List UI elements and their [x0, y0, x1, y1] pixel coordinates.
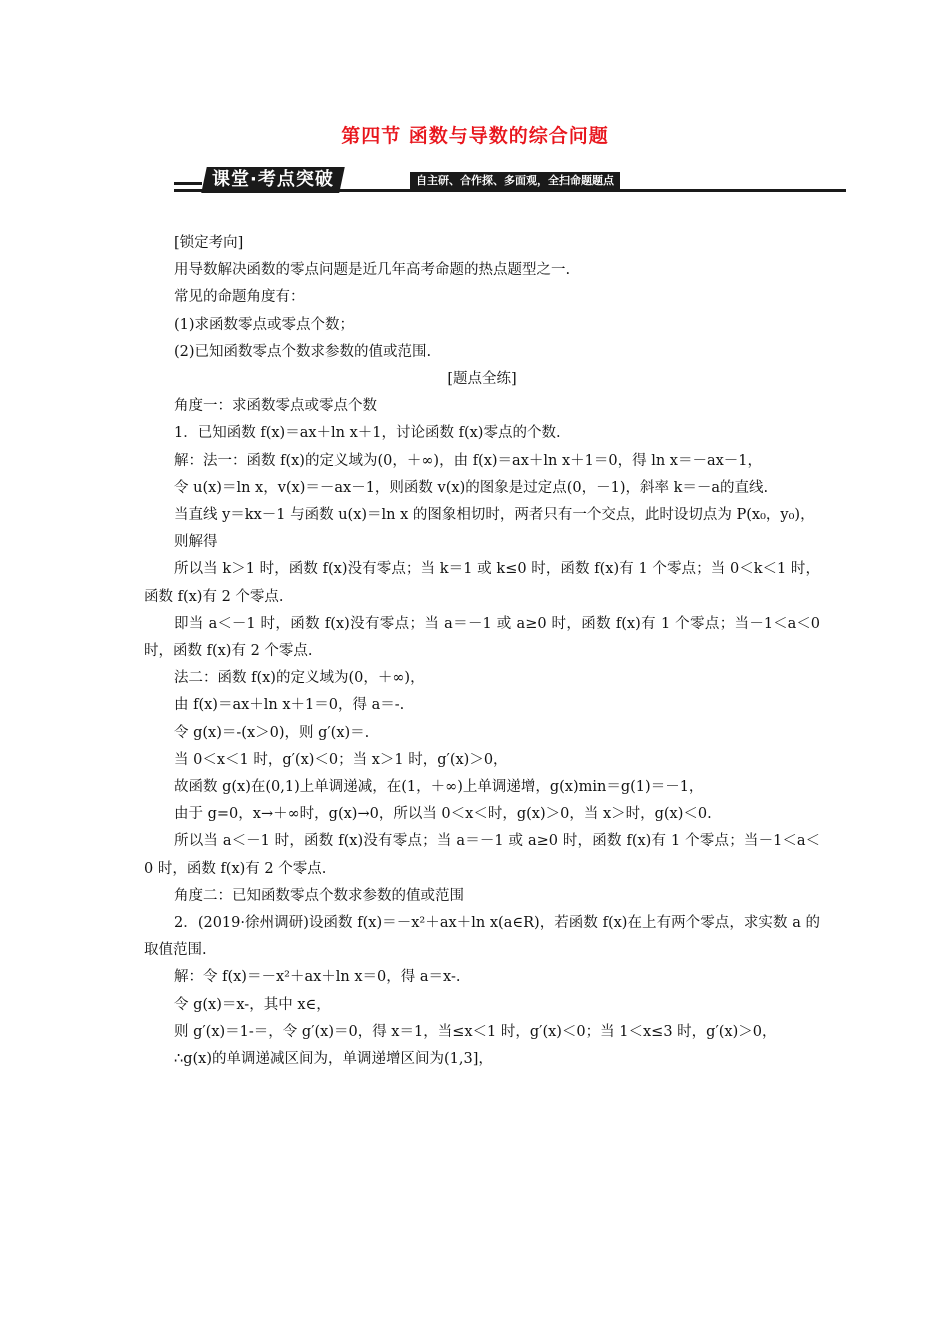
problem-2: 2．(2019·徐州调研)设函数 f(x)＝－x²＋ax＋ln x(a∈R)，若函数 f(x)在上有两个零点，求实数 a 的取值范围.: [144, 915, 820, 959]
paragraph: 当 0＜x＜1 时，g′(x)＜0；当 x＞1 时，g′(x)＞0，: [174, 751, 508, 768]
problem-1: 1．已知函数 f(x)＝ax＋ln x＋1，讨论函数 f(x)零点的个数.: [174, 425, 561, 442]
paragraph: 令 u(x)＝ln x，v(x)＝－ax－1，则函数 v(x)的图象是过定点(0，－1)，斜率 k＝－a的直线.: [174, 479, 769, 496]
focus-heading: [锁定考向]: [174, 235, 244, 251]
paragraph: 当直线 y＝kx－1 与函数 u(x)＝ln x 的图象相切时，两者只有一个交点，此时设切点为 P(x₀，y₀)，: [174, 507, 815, 524]
paragraph: 令 g(x)＝-(x＞0)，则 g′(x)＝.: [174, 724, 370, 741]
body-text: [144, 230, 820, 1073]
paragraph: 所以当 a＜－1 时，函数 f(x)没有零点；当 a＝－1 或 a≥0 时，函数 f(x)有 1 个零点；当－1＜a＜0 时，函数 f(x)有 2 个零点.: [144, 833, 820, 877]
banner-rule-left: [174, 182, 202, 185]
paragraph: 法二：函数 f(x)的定义域为(0，＋∞)，: [174, 670, 425, 687]
paragraph: 所以当 k＞1 时，函数 f(x)没有零点；当 k＝1 或 k≤0 时，函数 f(x)有 1 个零点；当 0＜k＜1 时，函数 f(x)有 2 个零点.: [144, 561, 820, 605]
paragraph: 故函数 g(x)在(0,1)上单调递减，在(1，＋∞)上单调递增，g(x)min＝g(1)＝－1，: [174, 779, 704, 796]
angle-heading: 角度一：求函数零点或零点个数: [174, 398, 377, 415]
banner-sub-label: 自主研、合作探、多面观，全扫命题题点: [410, 172, 620, 189]
angle-heading: 角度二：已知函数零点个数求参数的值或范围: [174, 887, 464, 904]
paragraph: 解：法一：函数 f(x)的定义域为(0，＋∞)，由 f(x)＝ax＋ln x＋1＝0，得 ln x＝－ax－1，: [174, 452, 763, 469]
paragraph: (1)求函数零点或零点个数；: [174, 316, 355, 333]
section-banner: [174, 167, 846, 195]
paragraph: (2)已知函数零点个数求参数的值或范围.: [174, 343, 432, 360]
paragraph: 则解得: [174, 534, 218, 551]
paragraph: 由 f(x)＝ax＋ln x＋1＝0，得 a＝-.: [174, 697, 405, 714]
section-title: 第四节 函数与导数的综合问题: [341, 125, 609, 147]
banner-main-label: 课堂·考点突破: [201, 167, 344, 193]
paragraph: 则 g′(x)＝1-＝，令 g′(x)＝0，得 x＝1，当≤x＜1 时，g′(x)＜0；当 1＜x≤3 时，g′(x)＞0，: [174, 1023, 777, 1040]
paragraph: 解：令 f(x)＝－x²＋ax＋ln x＝0，得 a＝x-.: [174, 969, 461, 986]
paragraph: 即当 a＜－1 时，函数 f(x)没有零点；当 a＝－1 或 a≥0 时，函数 f(x)有 1 个零点；当－1＜a＜0 时，函数 f(x)有 2 个零点.: [144, 615, 820, 660]
paragraph: 用导数解决函数的零点问题是近几年高考命题的热点题型之一.: [174, 262, 571, 279]
paragraph: 常见的命题角度有：: [174, 289, 305, 306]
practice-heading: [题点全练]: [447, 371, 517, 388]
paragraph: 令 g(x)＝x-，其中 x∈，: [174, 996, 331, 1013]
paragraph: 由于 g=0，x→＋∞时，g(x)→0，所以当 0＜x＜时，g(x)＞0，当 x＞时，g(x)＜0.: [174, 806, 712, 823]
paragraph: ∴g(x)的单调递减区间为，单调递增区间为(1,3]，: [174, 1051, 493, 1068]
